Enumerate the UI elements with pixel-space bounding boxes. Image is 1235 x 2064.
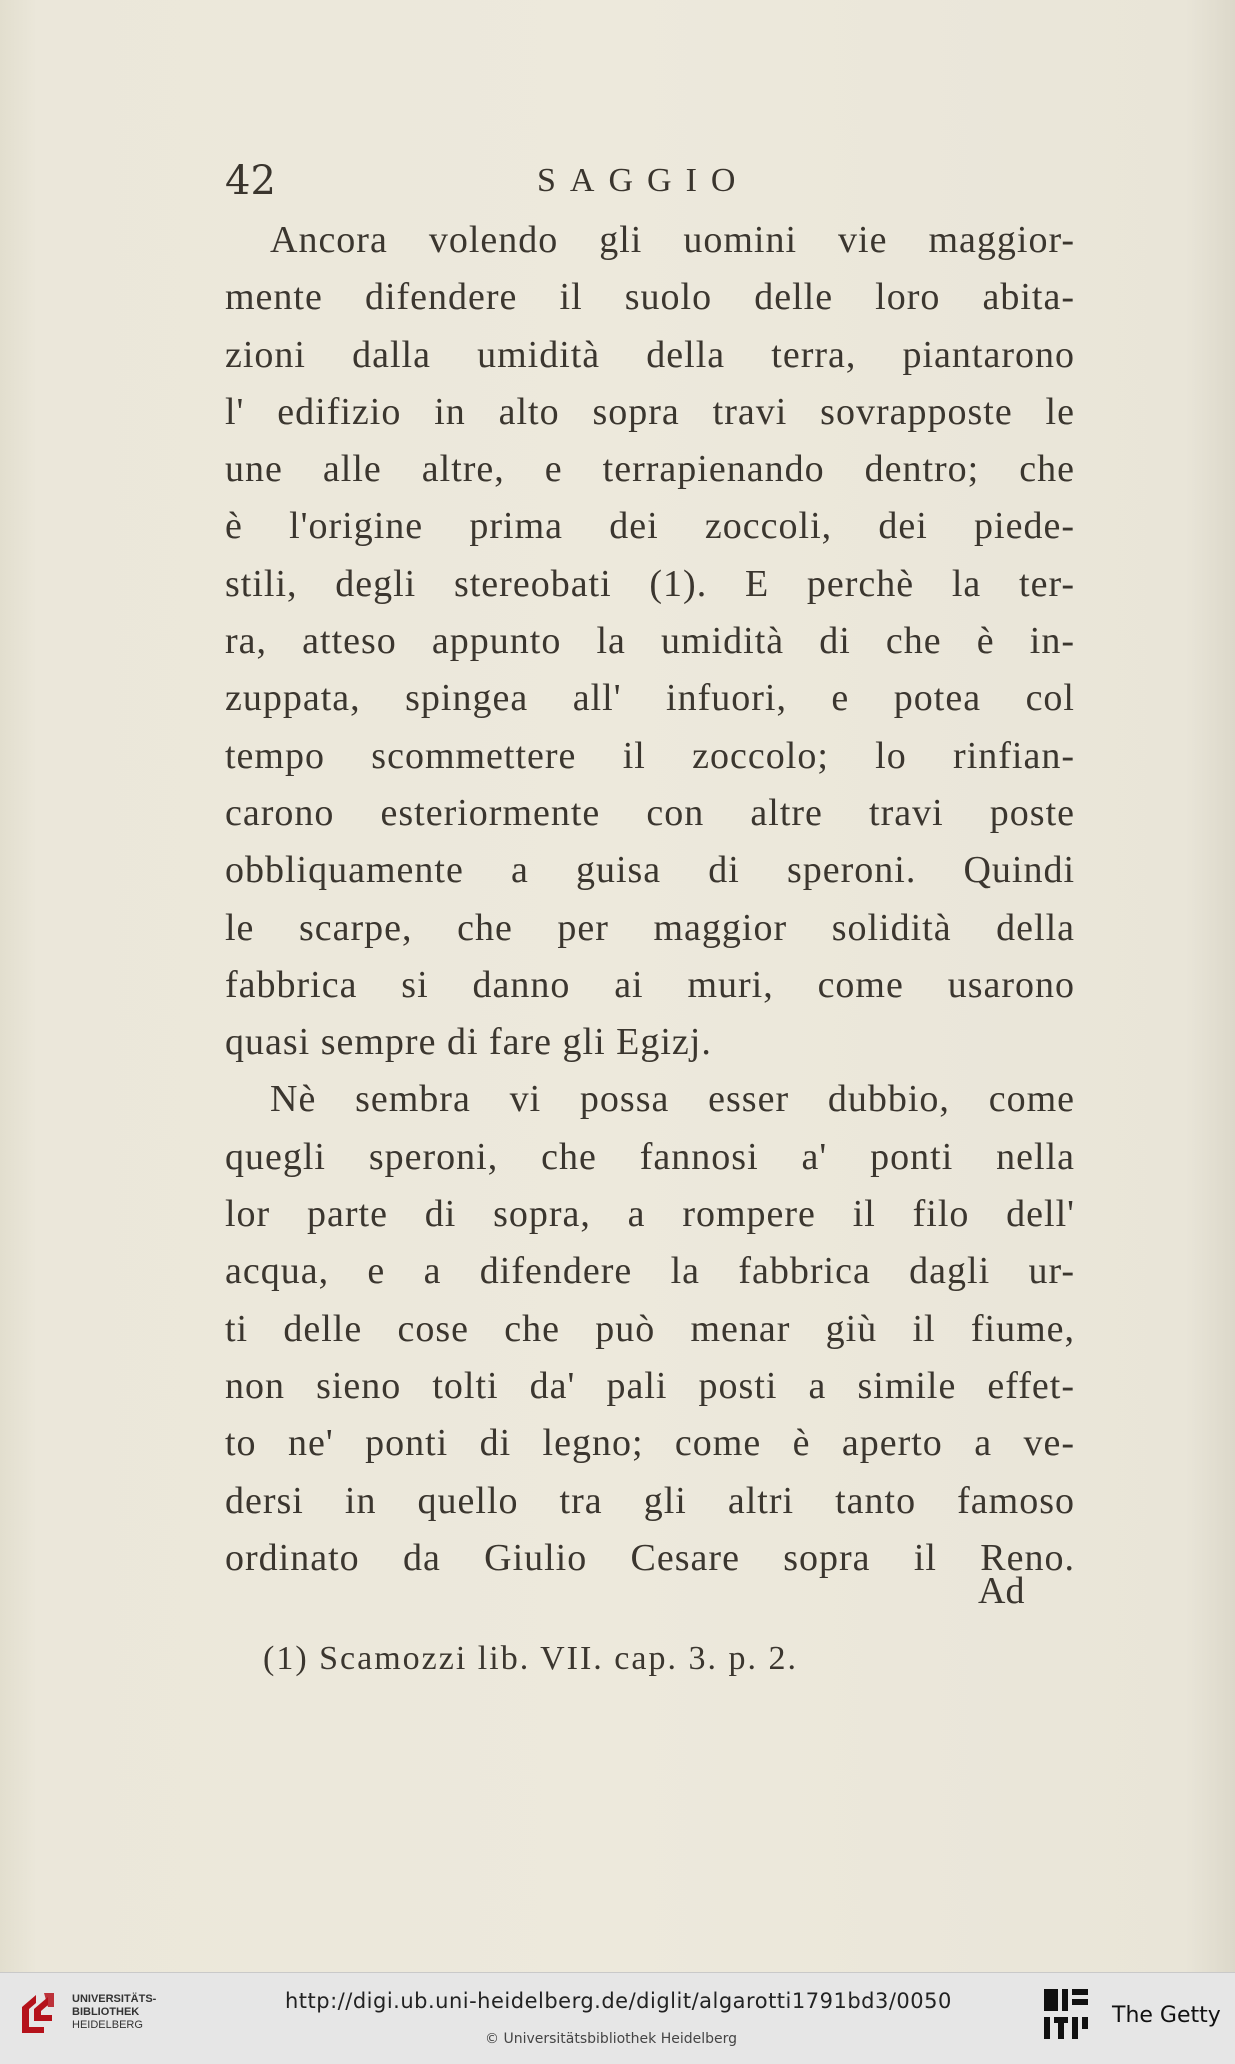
- text-line: carono esteriormente con altre travi poste: [225, 791, 1075, 834]
- text-line: tempo scommettere il zoccolo; lo rinfian-: [225, 734, 1075, 777]
- text-line: è l'origine prima dei zoccoli, dei piede-: [225, 505, 1075, 548]
- text-line: l' edifizio in alto sopra travi sovrapposte le: [225, 390, 1075, 433]
- text-line: to ne' ponti di legno; come è aperto a ve-: [225, 1422, 1075, 1465]
- permalink-url[interactable]: http://digi.ub.uni-heidelberg.de/diglit/algarotti1791bd3/0050: [285, 1989, 952, 2013]
- text-line: non sieno tolti da' pali posti a simile effet-: [225, 1364, 1075, 1407]
- text-line: zuppata, spingea all' infuori, e potea col: [225, 677, 1075, 720]
- footer-bar: [0, 1972, 1235, 2064]
- page-header: [225, 158, 1085, 218]
- getty-name: The Getty: [1112, 2003, 1221, 2028]
- university-library-logo-icon[interactable]: [14, 1985, 60, 2045]
- text-line: quasi sempre di fare gli Egizj.: [225, 1021, 712, 1064]
- text-line: obbliquamente a guisa di speroni. Quindi: [225, 849, 1075, 892]
- text-line: fabbrica si danno ai muri, come usarono: [225, 963, 1075, 1006]
- copyright-notice: © Universitätsbibliothek Heidelberg: [485, 2031, 738, 2047]
- running-title: SAGGIO: [537, 162, 750, 199]
- library-name-line: HEIDELBERG: [72, 2019, 143, 2031]
- library-name-line: BIBLIOTHEK: [72, 2006, 140, 2018]
- text-line: Ancora volendo gli uomini vie maggior-: [270, 219, 1075, 261]
- text-line: stili, degli stereobati (1). E perchè la ter-: [225, 562, 1075, 605]
- catchword: Ad: [978, 1570, 1025, 1612]
- library-name: [72, 1993, 156, 2032]
- text-line: Nè sembra vi possa esser dubbio, come: [270, 1078, 1075, 1121]
- text-line: quegli speroni, che fannosi a' ponti nella: [225, 1135, 1075, 1178]
- library-name-line: UNIVERSITÄTS-: [72, 1993, 157, 2005]
- text-line: une alle altre, e terrapienando dentro; che: [225, 448, 1075, 491]
- text-line: ra, atteso appunto la umidità di che è in-: [225, 620, 1075, 663]
- page-number: 42: [225, 158, 276, 204]
- getty-logo-icon[interactable]: [1040, 1985, 1092, 2045]
- footnote: (1) Scamozzi lib. VII. cap. 3. p. 2.: [263, 1640, 798, 1677]
- text-line: le scarpe, che per maggior solidità della: [225, 906, 1075, 949]
- text-line: ti delle cose che può menar giù il fiume,: [225, 1307, 1075, 1350]
- body-text: [225, 212, 1075, 1587]
- text-line: lor parte di sopra, a rompere il filo dell': [225, 1193, 1075, 1236]
- text-line: ordinato da Giulio Cesare sopra il Reno.: [225, 1536, 1075, 1579]
- text-line: acqua, e a difendere la fabbrica dagli ur-: [225, 1250, 1075, 1293]
- text-line: dersi in quello tra gli altri tanto famoso: [225, 1479, 1075, 1522]
- text-line: zioni dalla umidità della terra, piantarono: [225, 333, 1075, 376]
- text-line: mente difendere il suolo delle loro abita-: [225, 276, 1075, 319]
